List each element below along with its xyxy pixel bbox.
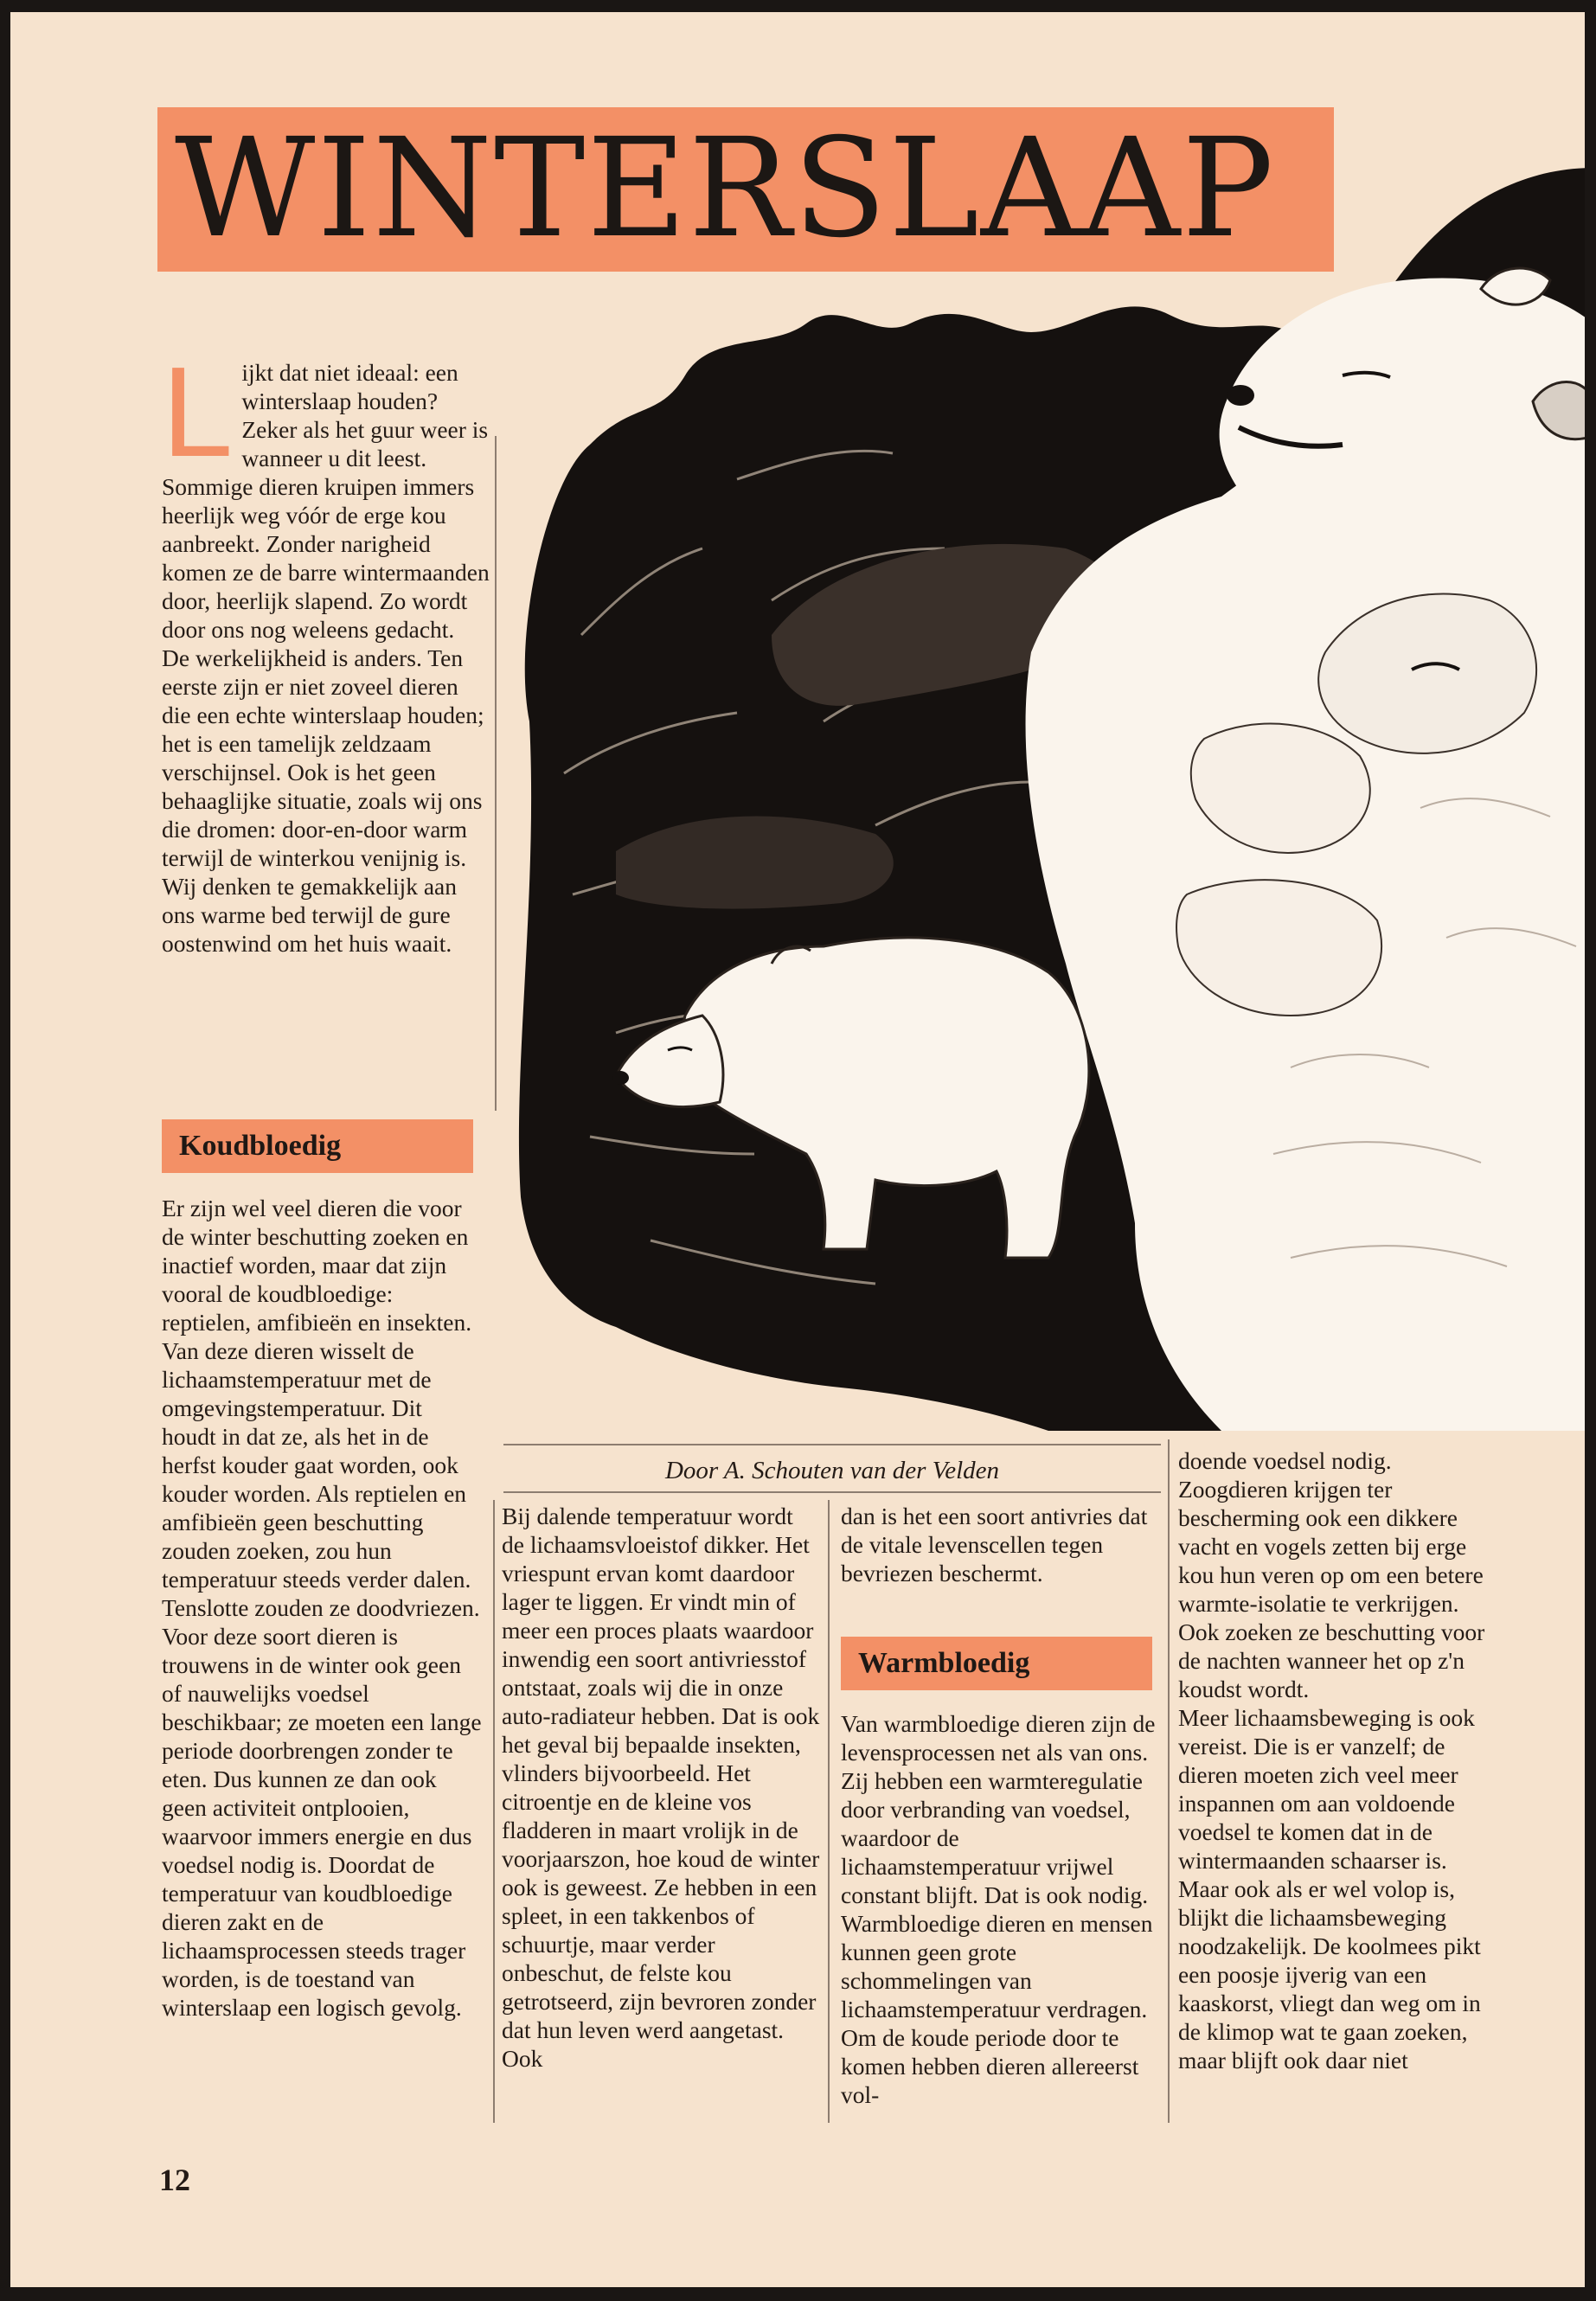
column-3-text: Van warmbloedige dieren zijn de levensprocessen net als van ons. Zij hebben een warmteregulatie door verbranding van voedsel, waardoor de lichaamstemperatuur vrijwel constant blijft. Dat is ook nodig. Warmbloedige dieren en mensen kunnen geen grote schommelingen van lichaamstemperatuur verdragen. Om de koude periode door te komen hebben dieren allereerst vol- — [841, 1710, 1156, 2108]
column-3-top-text: dan is het een soort antivries dat de vitale levenscellen tegen bevriezen beschermt. — [841, 1503, 1148, 1586]
page-title: WINTERSLAAP — [175, 109, 1276, 268]
column-divider — [828, 1500, 830, 2123]
column-4-paragraph-2: Meer lichaamsbeweging is ook vereist. Die is er vanzelf; de dieren moeten zich veel meer inspannen om aan voldoende voedsel te komen dat in de wintermaanden schaarser is. Maar ook als er wel volop is, blijkt die lichaamsbeweging noodzakelijk. De koolmees pikt een poosje ijverig van een kaaskorst, vliegt dan weg om in de klimop wat te gaan zoeken, maar blijft ook daar niet — [1178, 1704, 1481, 2073]
column-4 — [1178, 1446, 1503, 2074]
column-3-top — [841, 1502, 1157, 1587]
column-4-paragraph-1: doende voedsel nodig. Zoogdieren krijgen ter bescherming ook een dikkere vacht en vogels zetten bij erge kou hun veren op om een betere warmte-isolatie te verkrijgen. Ook zoeken ze beschutting voor de nachten wanneer het op z'n koudst wordt. — [1178, 1447, 1485, 1702]
byline-rule-bottom — [503, 1491, 1161, 1493]
column-2-text: Bij dalende temperatuur wordt de lichaamsvloeistof dikker. Het vriespunt ervan komt daardoor lager te liggen. Er vindt min of meer een proces plaats waardoor inwendig een soort antivriesstof ontstaat, zoals wij die in onze auto-radiateur hebben. Dat is ook het geval bij bepaalde insekten, vlinders bijvoorbeeld. Het citroentje en de kleine vos fladderen in maart vrolijk in de voorjaarszon, hoe koud de winter ook is geweest. Ze hebben in een spleet, in een takkenbos of schuurtje, maar verder onbeschut, de felste kou getrotseerd, zijn bevroren zonder dat hun leven werd aangetast. Ook — [502, 1503, 820, 2072]
page-number: 12 — [159, 2163, 190, 2197]
column-2 — [502, 1502, 820, 2073]
byline-rule-top — [503, 1444, 1161, 1445]
magazine-page — [10, 12, 1585, 2287]
intro-paragraph-1: ijkt dat niet ideaal: een winterslaap houden? Zeker als het guur weer is wanneer u dit leest. Sommige dieren kruipen immers heerlijk weg vóór de erge kou aanbreekt. Zonder narigheid komen ze de barre wintermaanden door, heerlijk slapend. Zo wordt door ons nog weleens gedacht. — [162, 359, 490, 643]
section-heading-warmbloedig: Warmbloedig — [841, 1637, 1152, 1690]
intro-paragraph-2: De werkelijkheid is anders. Ten eerste zijn er niet zoveel dieren die een echte winterslaap houden; het is een tamelijk zeldzaam verschijnsel. Ook is het geen behaaglijke situatie, zoals wij ons die dromen: door-en-door warm terwijl de winterkou venijnig is. Wij denken te gemakkelijk aan ons warme bed terwijl de gure oostenwind om het huis waait. — [162, 644, 484, 957]
section1-column — [162, 1194, 482, 2022]
section1-paragraph-2: Voor deze soort dieren is trouwens in de winter ook geen of nauwelijks voedsel beschikbaar; ze moeten een lange periode doorbrengen zonder te eten. Dus kunnen ze dan ook geen activiteit ontplooien, waarvoor immers energie en dus voedsel nodig is. Doordat de temperatuur van koudbloedige dieren zakt en de lichaamsprocessen steeds trager worden, is de toestand van winterslaap een logisch gevolg. — [162, 1623, 482, 2021]
intro-column — [162, 341, 490, 958]
byline: Door A. Schouten van der Velden — [664, 1457, 1000, 1484]
column-3 — [841, 1709, 1157, 2109]
section-heading-koudbloedig: Koudbloedig — [162, 1119, 473, 1173]
drop-cap: L — [162, 341, 234, 484]
column-divider — [1168, 1439, 1170, 2123]
section1-paragraph-1: Er zijn wel veel dieren die voor de winter beschutting zoeken en inactief worden, maar dat zijn vooral de koudbloedige: reptielen, amfibieën en insekten. Van deze dieren wisselt de lichaamstemperatuur met de omgevingstemperatuur. Dit houdt in dat ze, als het in de herfst kouder gaat worden, ook kouder worden. Als reptielen en amfibieën geen beschutting zouden zoeken, zou hun temperatuur steeds verder dalen. Tenslotte zouden ze doodvriezen. — [162, 1195, 480, 1621]
column-divider — [493, 1500, 495, 2123]
column-divider — [495, 436, 497, 1111]
polar-bears-illustration — [512, 116, 1585, 1431]
